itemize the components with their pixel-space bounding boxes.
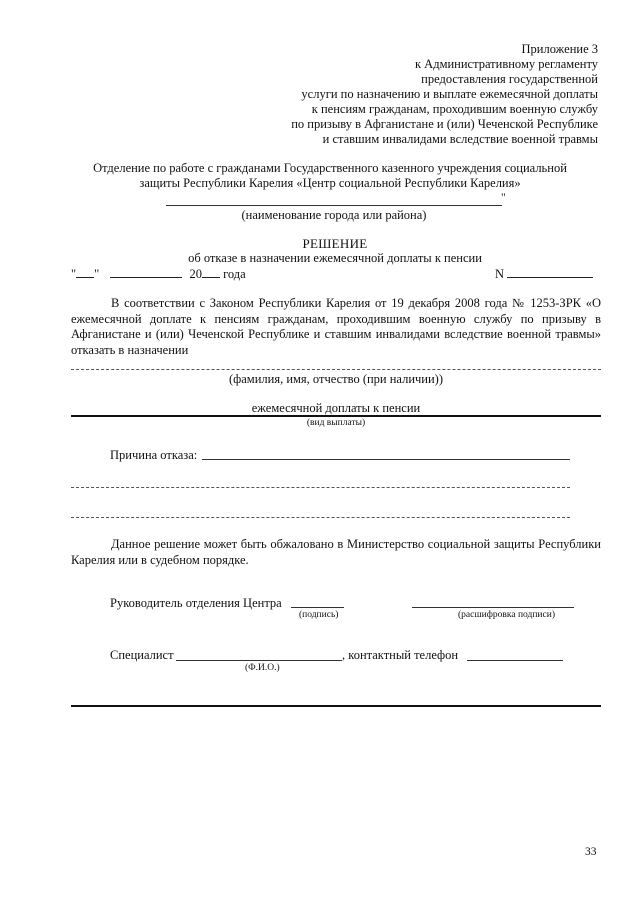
day-blank — [76, 266, 94, 278]
decision-paragraph: В соответствии с Законом Республики Карелия от 19 декабря 2008 года № 1253-ЗРК «О ежемесячной доплате к пенсиям гражданам, проходившим военную службу по призыву в Афганистане и (или) Чеченской Республике и ставшим инвалидами вследствие военной травмы» отказать в назначении — [71, 296, 601, 357]
appendix-line: к Административному регламенту — [414, 57, 598, 71]
month-blank — [110, 266, 182, 278]
date-open-quote: " — [71, 267, 77, 281]
fio-caption: (фамилия, имя, отчество (при наличии)) — [228, 372, 443, 386]
appendix-line: и ставшим инвалидами вследствие военной травмы — [322, 132, 598, 146]
reason-line-2 — [71, 487, 570, 488]
reason-line-3 — [71, 517, 570, 518]
decision-title: РЕШЕНИЕ — [302, 236, 368, 251]
fio-line — [71, 369, 601, 370]
payment-type: ежемесячной доплаты к пенсии — [251, 401, 421, 415]
decode-caption: (расшифровка подписи) — [458, 610, 555, 620]
date-close-quote: " — [94, 267, 100, 281]
head-label: Руководитель отделения Центра — [110, 596, 282, 610]
specialist-label: Специалист — [110, 648, 174, 662]
city-line — [166, 205, 502, 206]
appendix-line: услуги по назначению и выплате ежемесячной доплаты — [301, 87, 598, 101]
city-quote-mark: " — [501, 192, 506, 204]
decode-line — [412, 607, 574, 608]
appeal-text: Данное решение может быть обжаловано в Министерство социальной защиты Республики Карелия или в судебном порядке. — [71, 537, 601, 567]
signature-line — [291, 607, 344, 608]
department-name — [60, 161, 600, 191]
number-blank — [507, 266, 593, 278]
year-prefix: 20 — [189, 267, 202, 281]
phone-line — [467, 660, 563, 661]
appendix-line: Приложение 3 — [521, 42, 598, 56]
city-caption: (наименование города или района) — [241, 208, 427, 222]
reason-label: Причина отказа: — [110, 448, 198, 462]
department-line-2: защиты Республики Карелия «Центр социальной Республики Карелия» — [139, 176, 521, 190]
page-number: 33 — [585, 846, 597, 858]
year-blank — [202, 266, 220, 278]
year-suffix: года — [223, 267, 246, 281]
appendix-line: предоставления государственной — [421, 72, 598, 86]
appendix-line: к пенсиям гражданам, проходившим военную службу — [311, 102, 598, 116]
bottom-rule — [71, 705, 601, 707]
number-label: N — [495, 267, 505, 281]
phone-label: , контактный телефон — [342, 648, 459, 662]
fio-short-caption: (Ф.И.О.) — [245, 663, 280, 673]
appendix-line: по призыву в Афганистане и (или) Чеченской Республике — [291, 117, 598, 131]
department-line-1: Отделение по работе с гражданами Государственного казенного учреждения социальной — [93, 161, 567, 175]
decision-subtitle: об отказе в назначении ежемесячной доплаты к пенсии — [188, 251, 482, 265]
signature-caption: (подпись) — [299, 610, 339, 620]
payment-line — [71, 415, 601, 417]
appendix-header — [178, 42, 598, 147]
number-field — [495, 266, 593, 282]
specialist-line — [176, 660, 342, 661]
payment-caption: (вид выплаты) — [306, 418, 366, 428]
reason-line-1 — [202, 459, 570, 460]
